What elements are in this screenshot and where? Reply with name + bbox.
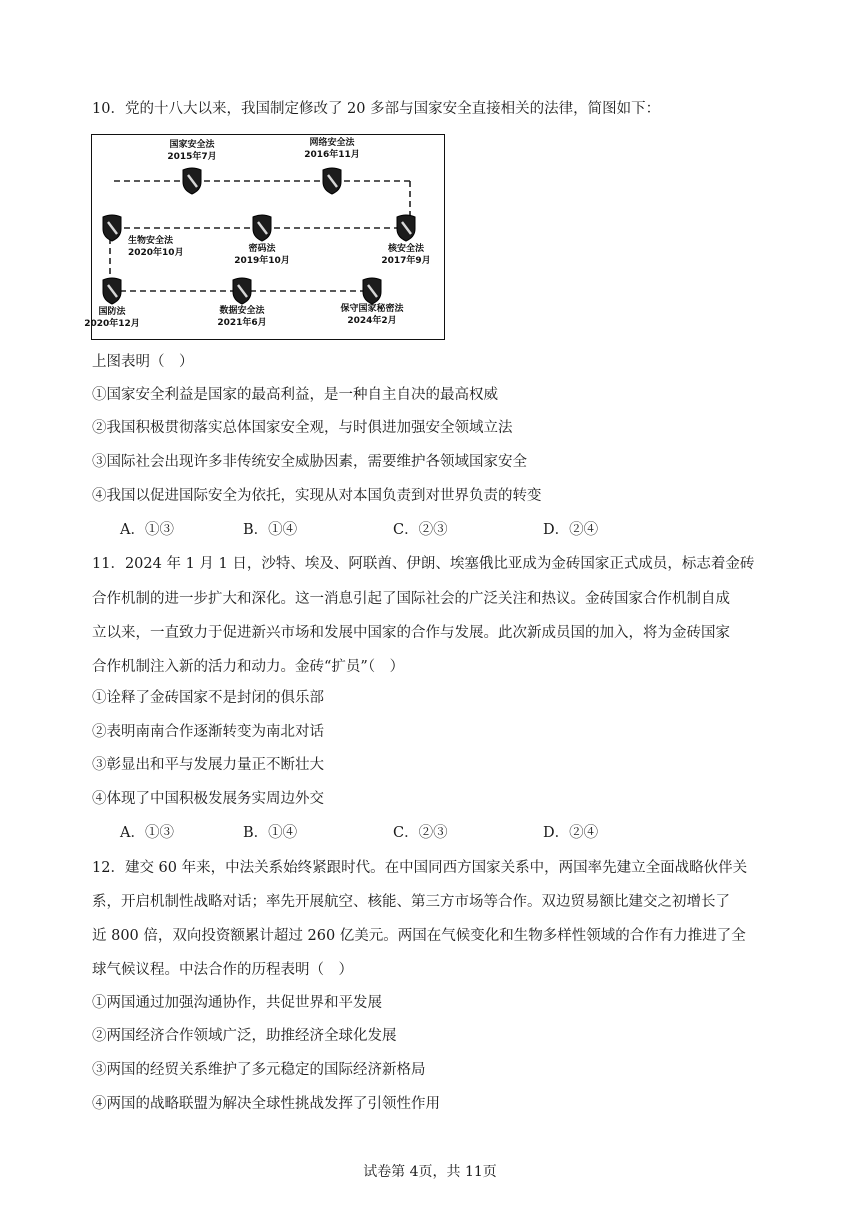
q12-item-1: ①两国通过加强沟通协作，共促世界和平发展	[92, 995, 382, 1011]
q11-item-1: ①诠释了金砖国家不是封闭的俱乐部	[92, 690, 324, 706]
law-date-label: 2016年11月	[304, 150, 360, 160]
q10-stem: 10．党的十八大以来，我国制定修改了 20 多部与国家安全直接相关的法律，简图如下：	[92, 101, 661, 117]
q10-option-d[interactable]: D．②④	[543, 522, 599, 538]
q12-line-1: 12．建交 60 年来，中法关系始终紧跟时代。在中国同西方国家关系中，两国率先建立全面战略伙伴关	[92, 860, 748, 876]
law-date-label: 2020年10月	[128, 248, 184, 258]
law-name-label: 网络安全法	[309, 138, 355, 148]
q10-option-c[interactable]: C．②③	[393, 522, 448, 538]
shield-icon	[103, 278, 121, 304]
q10-question: 上图表明（ ）	[92, 354, 194, 370]
law-name-label: 密码法	[248, 244, 276, 254]
q11-option-c[interactable]: C．②③	[393, 825, 448, 841]
law-name-label: 生物安全法	[128, 236, 174, 246]
q12-line-2: 系，开启机制性战略对话；率先开展航空、核能、第三方市场等合作。双边贸易额比建交之初增长了	[92, 894, 730, 910]
q11-item-4: ④体现了中国积极发展务实周边外交	[92, 791, 324, 807]
law-date-label: 2021年6月	[217, 318, 267, 328]
q11-item-3: ③彰显出和平与发展力量正不断壮大	[92, 757, 324, 773]
q11-line-2: 合作机制的进一步扩大和深化。这一消息引起了国际社会的广泛关注和热议。金砖国家合作机制自成	[92, 591, 730, 607]
shield-icon	[233, 278, 251, 304]
q11-line-4: 合作机制注入新的活力和动力。金砖“扩员”（ ）	[92, 659, 405, 675]
law-date-label: 2015年7月	[167, 152, 217, 162]
law-name-label: 数据安全法	[219, 306, 265, 316]
q10-item-2: ②我国积极贯彻落实总体国家安全观，与时俱进加强安全领域立法	[92, 420, 513, 436]
shield-icon	[183, 168, 201, 194]
q11-line-1: 11．2024 年 1 月 1 日，沙特、埃及、阿联酋、伊朗、埃塞俄比亚成为金砖国家正式成员，标志着金砖	[92, 556, 755, 572]
q12-line-3: 近 800 倍，双向投资额累计超过 260 亿美元。两国在气候变化和生物多样性领域的合作有力推进了全	[92, 928, 746, 944]
q11-option-b[interactable]: B．①④	[243, 825, 298, 841]
shield-icon	[103, 215, 121, 241]
law-name-label: 保守国家秘密法	[340, 304, 404, 314]
q10-item-4: ④我国以促进国际安全为依托，实现从对本国负责到对世界负责的转变	[92, 488, 542, 504]
law-timeline-diagram	[84, 134, 445, 340]
law-name-label: 核安全法	[387, 244, 425, 254]
shield-icon	[397, 215, 415, 241]
q10-option-b[interactable]: B．①④	[243, 522, 298, 538]
q12-item-3: ③两国的经贸关系维护了多元稳定的国际经济新格局	[92, 1062, 426, 1078]
shield-icon	[323, 168, 341, 194]
q12-item-2: ②两国经济合作领域广泛，助推经济全球化发展	[92, 1028, 397, 1044]
law-name-label: 国防法	[98, 307, 126, 317]
law-date-label: 2017年9月	[381, 256, 431, 266]
law-name-label: 国家安全法	[169, 140, 215, 150]
law-timeline-svg	[84, 135, 446, 341]
q12-line-4: 球气候议程。中法合作的历程表明（ ）	[92, 962, 353, 978]
q12-item-4: ④两国的战略联盟为解决全球性挑战发挥了引领性作用	[92, 1096, 440, 1112]
shield-icon	[253, 215, 271, 241]
q11-item-2: ②表明南南合作逐渐转变为南北对话	[92, 724, 324, 740]
q10-item-1: ①国家安全利益是国家的最高利益，是一种自主自决的最高权威	[92, 387, 498, 403]
law-date-label: 2019年10月	[234, 256, 290, 266]
q11-option-d[interactable]: D．②④	[543, 825, 599, 841]
q10-item-3: ③国际社会出现许多非传统安全威胁因素，需要维护各领域国家安全	[92, 454, 527, 470]
page-footer: 试卷第 4页，共 11页	[363, 1164, 497, 1180]
law-date-label: 2020年12月	[84, 319, 140, 329]
law-date-label: 2024年2月	[347, 316, 397, 326]
q10-option-a[interactable]: A．①③	[120, 522, 174, 538]
shield-icon	[363, 278, 381, 304]
q11-option-a[interactable]: A．①③	[120, 825, 174, 841]
q11-line-3: 立以来，一直致力于促进新兴市场和发展中国家的合作与发展。此次新成员国的加入，将为金砖国家	[92, 625, 730, 641]
